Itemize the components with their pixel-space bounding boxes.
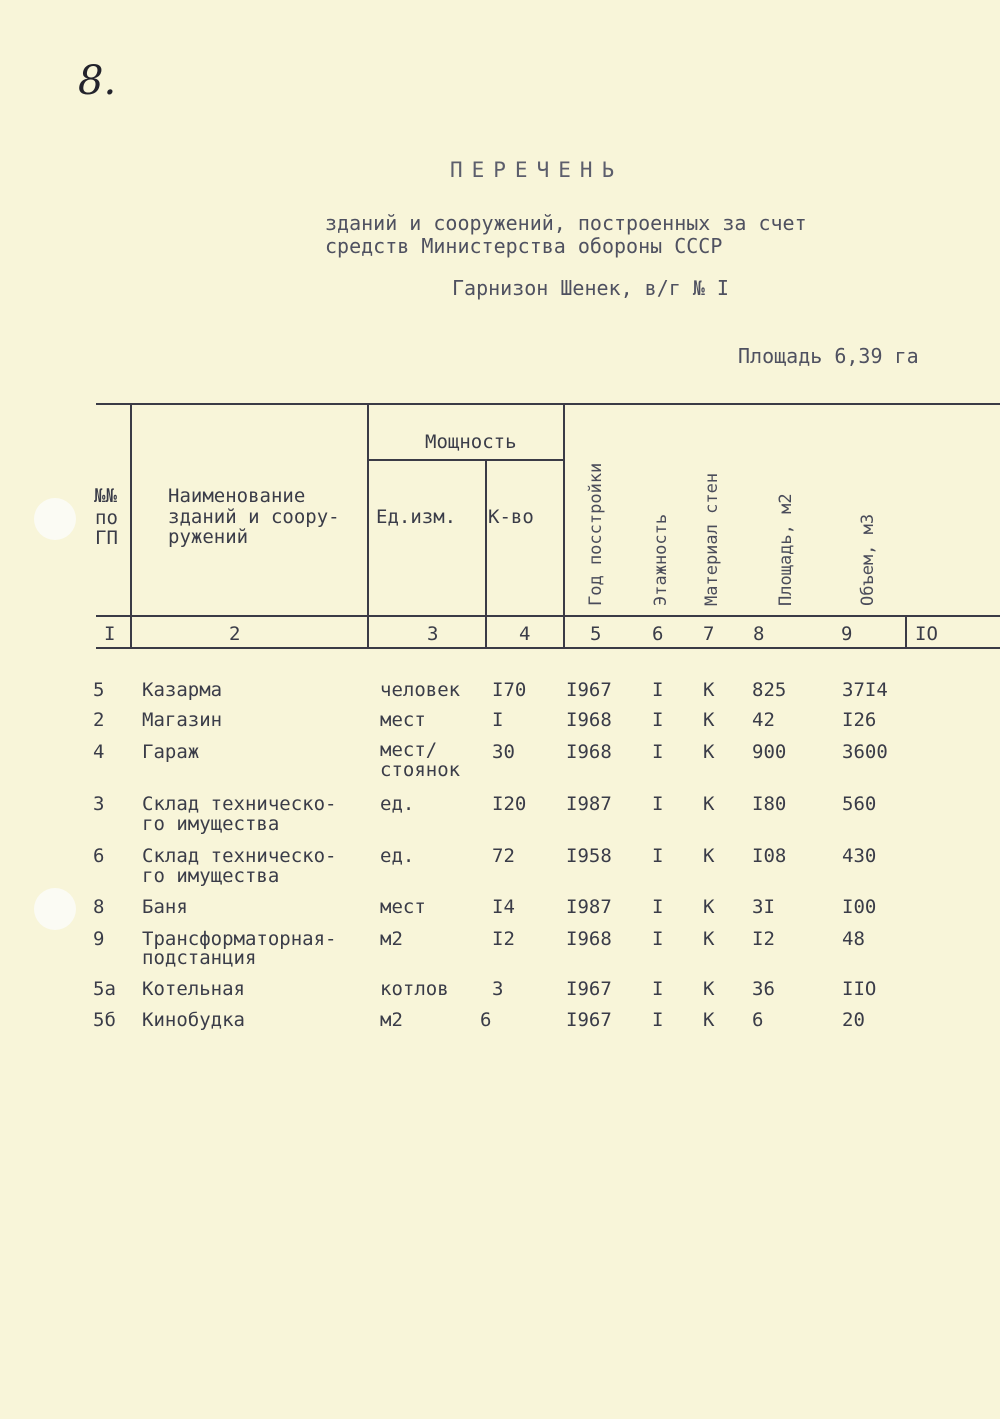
page-number: 8. [78,58,117,104]
header-num-1: №№ [94,485,117,507]
cell-unit: стоянок [380,759,461,781]
cell-name: Казарма [142,679,223,701]
cell-qty: 30 [492,741,515,763]
cell-area: 825 [752,679,787,701]
cell-year: I967 [566,1009,612,1031]
garrison-label: Гарнизон Шенек, в/г № I [452,276,729,300]
cell-name: го имущества [142,865,280,887]
cell-area: 36 [752,978,775,1000]
column-number: I [104,623,116,645]
cell-year: I967 [566,978,612,1000]
cell-area: 3I [752,896,775,918]
cell-area: 6 [752,1009,764,1031]
cell-year: I987 [566,896,612,918]
cell-floors: I [652,1009,664,1031]
cell-name: Баня [142,896,188,918]
area-label: Площадь 6,39 га [738,344,919,368]
cell-name: Котельная [142,978,245,1000]
cell-volume: 430 [842,845,877,867]
punch-hole [34,498,76,540]
cell-num: 5 [93,679,105,701]
subtitle-line-2: средств Министерства обороны СССР [325,234,723,258]
column-number: 6 [652,623,664,645]
cell-area: I80 [752,793,787,815]
column-number: 2 [229,623,241,645]
cell-num: 9 [93,928,105,950]
subtitle-line-1: зданий и сооружений, построенных за счет [325,211,807,235]
cell-qty: 3 [492,978,504,1000]
cell-num: 3 [93,793,105,815]
cell-volume: I00 [842,896,877,918]
cell-num: 8 [93,896,105,918]
cell-year: I967 [566,679,612,701]
cell-name: го имущества [142,813,280,835]
cell-material: К [703,1009,715,1031]
cell-floors: I [652,896,664,918]
cell-volume: I26 [842,709,877,731]
cell-material: К [703,978,715,1000]
cell-qty: 6 [480,1009,492,1031]
punch-hole [34,888,76,930]
header-material: Материал стен [702,472,722,606]
cell-unit: мест [380,709,426,731]
cell-floors: I [652,845,664,867]
cell-area: I08 [752,845,787,867]
cell-name: Склад техническо- [142,845,337,867]
cell-floors: I [652,793,664,815]
cell-num: 5а [93,978,116,1000]
cell-name: Кинобудка [142,1009,245,1031]
header-power: Мощность [425,431,517,453]
cell-unit: ед. [380,793,415,815]
cell-unit: мест/ [380,739,438,761]
cell-floors: I [652,709,664,731]
column-number: 5 [590,623,602,645]
header-name-1: Наименование [168,485,306,507]
cell-qty: I70 [492,679,527,701]
cell-floors: I [652,741,664,763]
header-year: Год посстройки [586,462,606,606]
column-number: 9 [841,623,853,645]
cell-floors: I [652,978,664,1000]
cell-material: К [703,845,715,867]
cell-volume: IIO [842,978,877,1000]
cell-name: Гараж [142,741,200,763]
cell-volume: 560 [842,793,877,815]
cell-unit: м2 [380,928,403,950]
header-name-2: зданий и соору- [168,506,340,528]
cell-floors: I [652,928,664,950]
cell-qty: I [492,709,504,731]
cell-material: К [703,896,715,918]
column-number: IO [915,623,938,645]
cell-volume: 48 [842,928,865,950]
cell-floors: I [652,679,664,701]
cell-qty: I2 [492,928,515,950]
cell-unit: человек [380,679,461,701]
cell-name: Склад техническо- [142,793,337,815]
header-num-2: по [95,507,118,529]
cell-material: К [703,928,715,950]
cell-name: Магазин [142,709,223,731]
header-num-3: ГП [95,527,118,549]
cell-material: К [703,679,715,701]
cell-qty: I20 [492,793,527,815]
cell-num: 2 [93,709,105,731]
cell-material: К [703,709,715,731]
cell-unit: мест [380,896,426,918]
cell-year: I958 [566,845,612,867]
cell-name: Трансформаторная- [142,928,337,950]
cell-unit: м2 [380,1009,403,1031]
cell-material: К [703,793,715,815]
cell-volume: 20 [842,1009,865,1031]
cell-area: 42 [752,709,775,731]
header-floors: Этажность [651,513,671,606]
column-number: 3 [427,623,439,645]
document-title: ПЕРЕЧЕНЬ [450,158,624,182]
cell-qty: I4 [492,896,515,918]
cell-num: 5б [93,1009,116,1031]
cell-area: 900 [752,741,787,763]
cell-unit: ед. [380,845,415,867]
cell-name: подстанция [142,947,257,969]
cell-material: К [703,741,715,763]
cell-year: I987 [566,793,612,815]
column-number: 4 [519,623,531,645]
header-volume: Объем, м3 [858,513,878,606]
cell-num: 4 [93,741,105,763]
header-name-3: ружений [168,526,249,548]
cell-year: I968 [566,928,612,950]
cell-unit: котлов [380,978,449,1000]
cell-year: I968 [566,709,612,731]
cell-num: 6 [93,845,105,867]
cell-qty: 72 [492,845,515,867]
column-number: 8 [753,623,765,645]
cell-volume: 37I4 [842,679,888,701]
cell-area: I2 [752,928,775,950]
header-unit: Ед.изм. [376,506,457,528]
column-number: 7 [703,623,715,645]
header-area: Площадь, м2 [776,493,796,606]
header-qty: К-во [488,506,534,528]
cell-volume: 3600 [842,741,888,763]
cell-year: I968 [566,741,612,763]
